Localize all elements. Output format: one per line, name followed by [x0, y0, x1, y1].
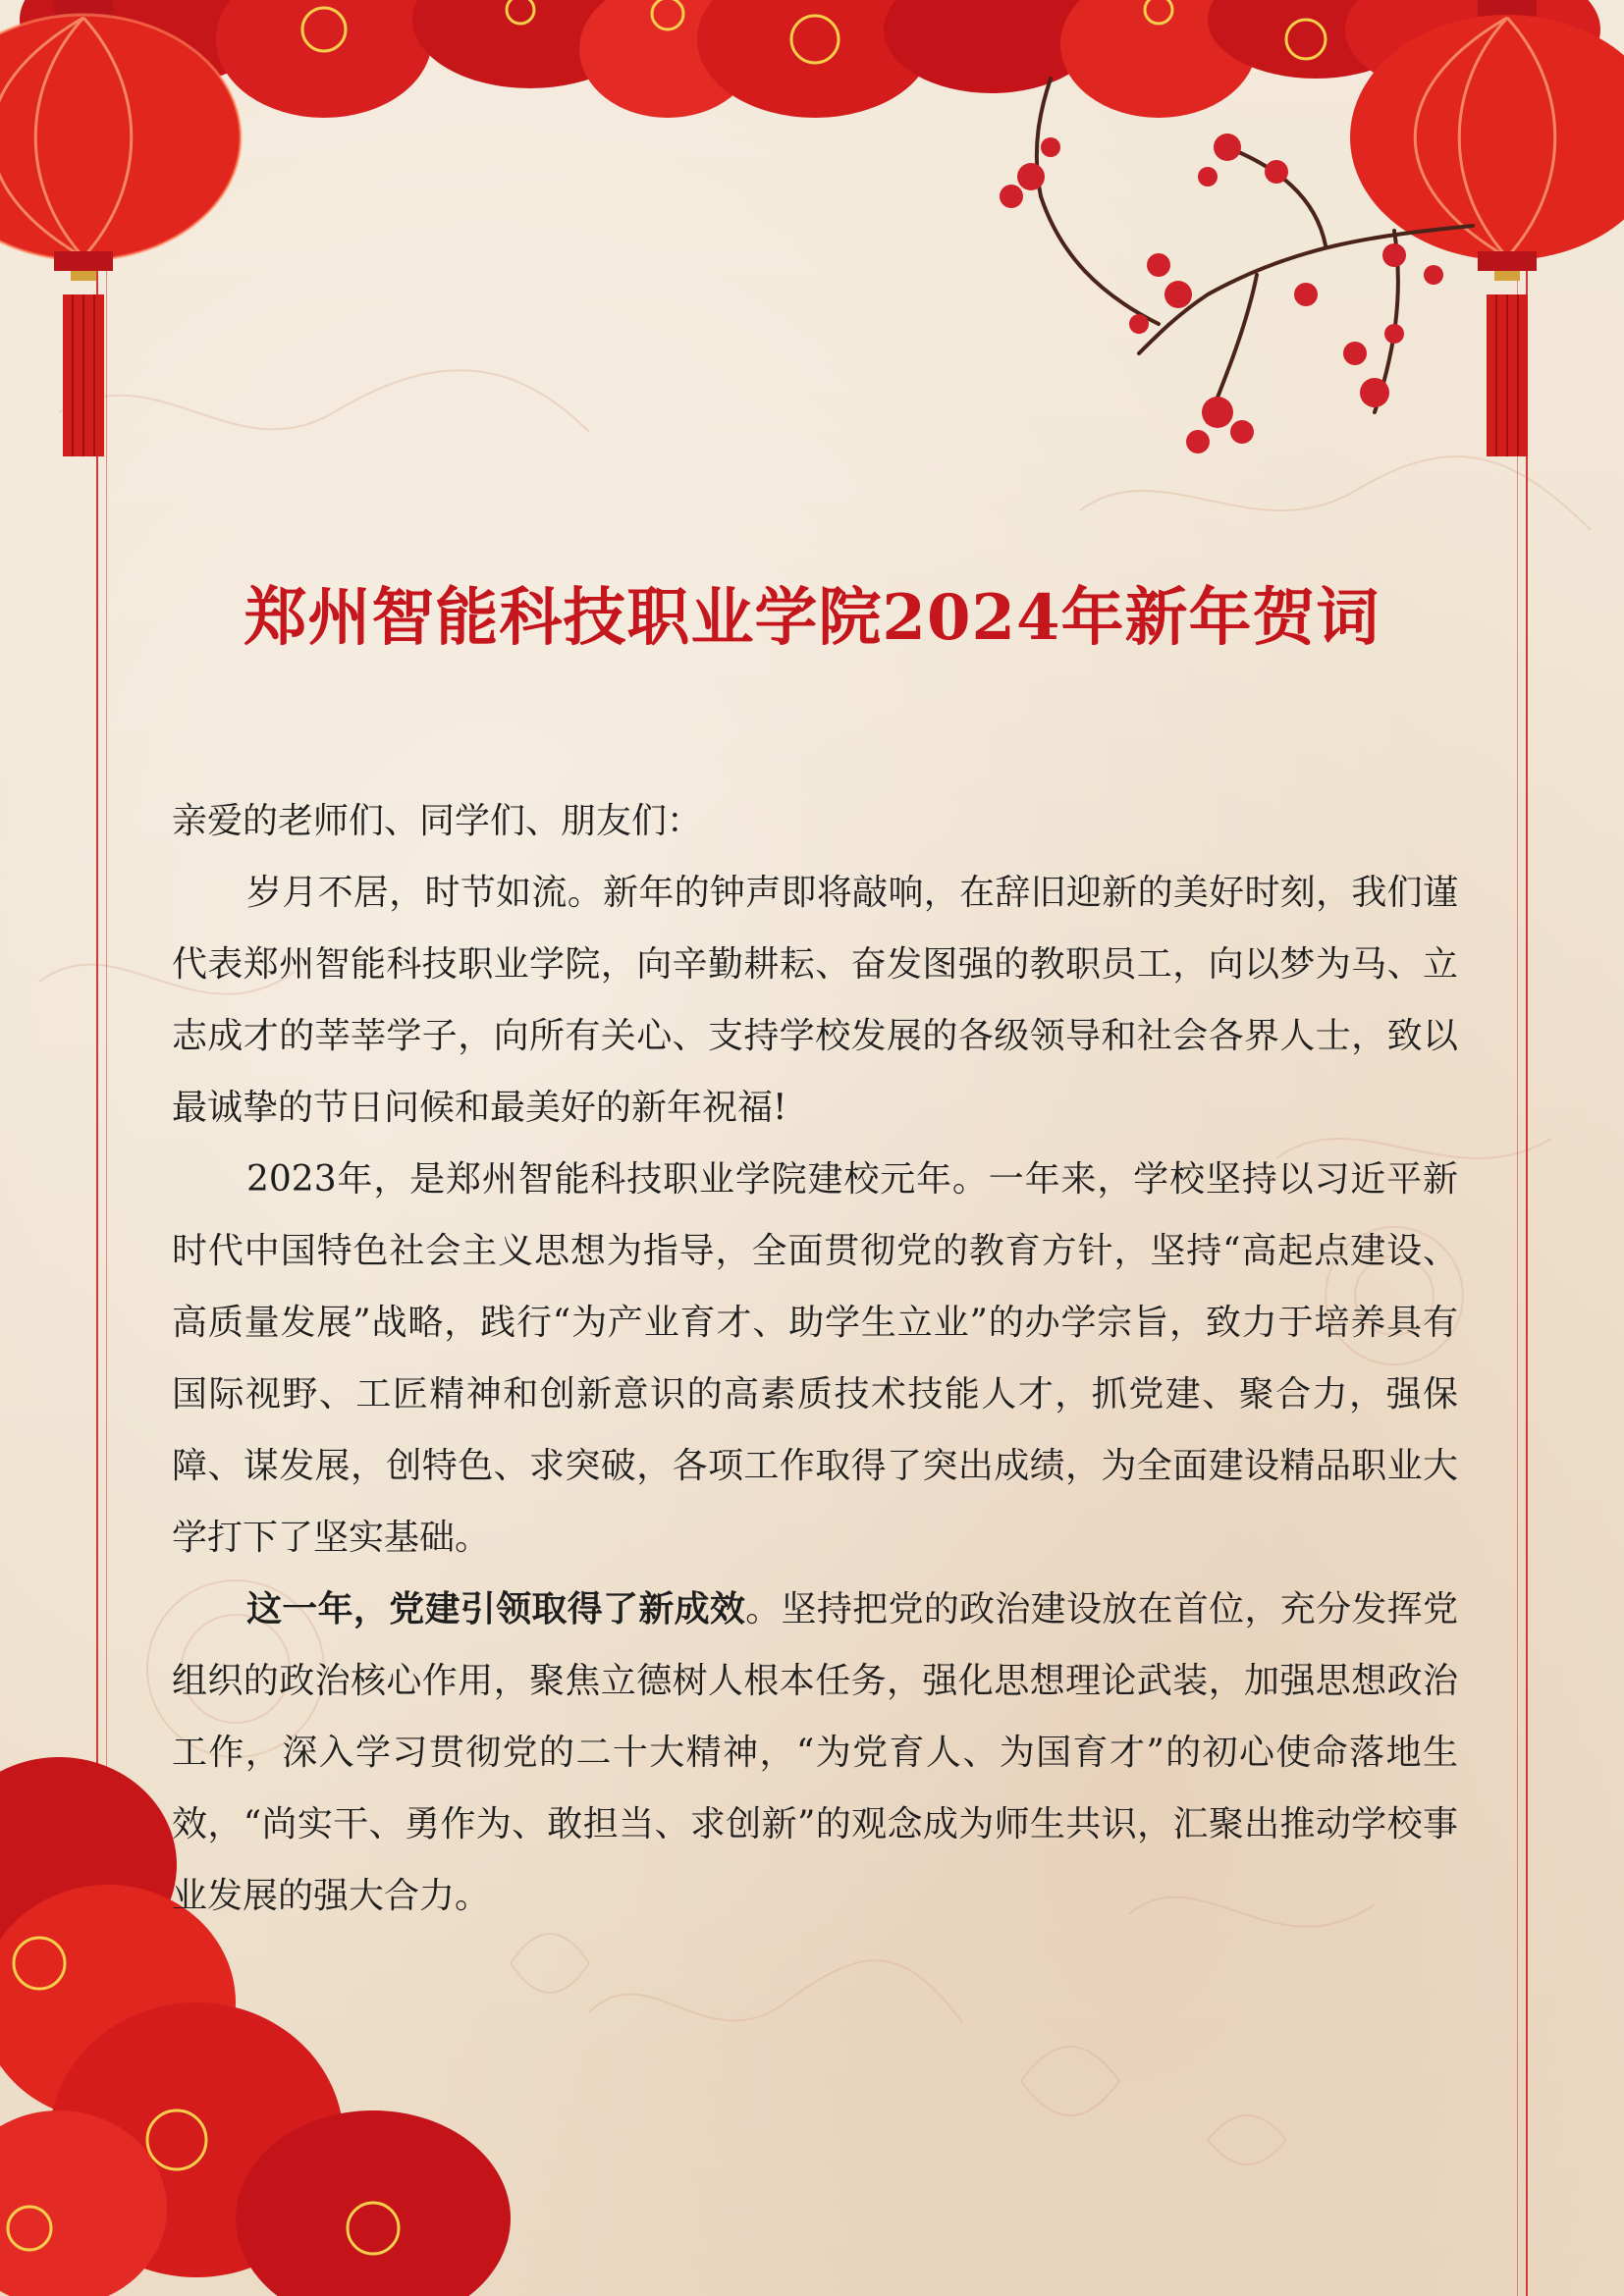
paragraph-1: [172, 857, 1458, 1144]
letter-body: [172, 785, 1458, 1932]
paragraph-bold-lead: 这一年，党建引领取得了新成效: [246, 1588, 746, 1629]
paragraph-text: 岁月不居，时节如流。新年的钟声即将敲响，在辞旧迎新的美好时刻，我们谨代表郑州智能科技职业学院，向辛勤耕耘、奋发图强的教职员工，向以梦为马、立志成才的莘莘学子，向所有关心、支持学校发展的各级领导和社会各界人士，致以最诚挚的节日问候和最美好的新年祝福!: [172, 873, 1458, 1128]
paragraph-text: 2023年，是郑州智能科技职业学院建校元年。一年来，学校坚持以习近平新时代中国特色社会主义思想为指导，全面贯彻党的教育方针，坚持“高起点建设、高质量发展”战略，践行“为产业育才、助学生立业”的办学宗旨，致力于培养具有国际视野、工匠精神和创新意识的高素质技术技能人才，抓党建、聚合力，强保障、谋发展，创特色、求突破，各项工作取得了突出成绩，为全面建设精品职业大学打下了坚实基础。: [172, 1159, 1458, 1558]
greeting-line: 亲爱的老师们、同学们、朋友们：: [172, 801, 703, 841]
paragraph-2: [172, 1144, 1458, 1574]
paragraph-3: [172, 1574, 1458, 1932]
paragraph-text: 。坚持把党的政治建设放在首位，充分发挥党组织的政治核心作用，聚焦立德树人根本任务，强化思想理论武装，加强思想政治工作，深入学习贯彻党的二十大精神，“为党育人、为国育才”的初心使命落地生效，“尚实干、勇作为、敢担当、求创新”的观念成为师生共识，汇聚出推动学校事业发展的强大合力。: [172, 1589, 1458, 1916]
page-title: 郑州智能科技职业学院2024年新年贺词: [244, 581, 1380, 655]
